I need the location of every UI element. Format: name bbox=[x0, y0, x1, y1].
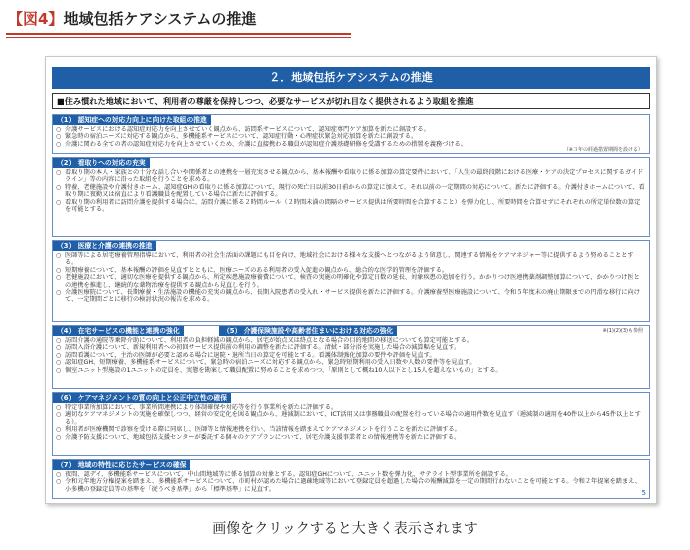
section-medical-care-collaboration bbox=[52, 240, 650, 322]
list-item: ○ 介護予防支援について、地域包括支援センターが委託する個々のケアプランについて、居宅介護支援事業者との情報連携等を新たに評価する。 bbox=[53, 434, 649, 441]
list-item: ○ 令和元年地方分権提案を踏まえ、多機能系サービスについて、市町村が認めた場合に過疎地域等において登録定員を超過した場合の報酬減算を一定の期間行わないことを可能とする。令和２年提案を踏まえ、小多機の登録定員等の基準を「従うべき基準」から「標準基準」に見直す。 bbox=[53, 478, 649, 493]
section-regional-services bbox=[52, 459, 650, 499]
section-heading: （4） 在宅サービスの機能と連携の強化 bbox=[53, 326, 184, 336]
section-items bbox=[53, 404, 649, 441]
section-items bbox=[53, 471, 649, 493]
section-items bbox=[53, 126, 649, 148]
section-note: （※３年の経過措置期間を設ける） bbox=[563, 147, 643, 153]
section-items bbox=[53, 337, 649, 374]
section-heading: （6） ケアマネジメントの質の向上と公正中立性の確保 bbox=[53, 393, 231, 403]
list-item: ○ 個室ユニット型施設の1ユニットの定員を、実態を勘案して職員配置に努めることを求めつつ、「原則として概ね10人以下とし15人を超えないもの」とする。 bbox=[53, 367, 649, 374]
section-heading-secondary: （5） 介護保険施設や高齢者住まいにおける対応の強化 bbox=[219, 326, 397, 336]
list-item: ○ 認知症GH、短期療養、多機能系サービスについて、緊急時の宿泊ニーズに対応する観点から、緊急時短期利用の受入日数や人数の要件等を見直す。 bbox=[53, 359, 649, 366]
list-item: ○ 緊急時の宿泊ニーズに対応する観点から、多機能系サービスについて、認知症行動・心理症状緊急対応加算を新たに創設する。 bbox=[53, 133, 649, 140]
section-end-of-life bbox=[52, 157, 650, 237]
figure-title-text: 地域包括ケアシステムの推進 bbox=[63, 10, 257, 28]
section-dementia bbox=[52, 114, 650, 154]
list-item: ○ 介護サービスにおける認知症対応力を向上させていく観点から、訪問系サービスについて、認知症専門ケア加算を新たに創設する。 bbox=[53, 126, 649, 133]
list-item: ○ 特養、老健施設や介護付きホーム、認知症GHの看取りに係る加算について、現行の死亡日以前30日前からの算定に加えて、それ以前の一定期間の対応について、新たに評価する。介護付きホームについて、看取り期に夜勤又は宿直により看護職員を配置している場合に新たに評価する。 bbox=[53, 184, 649, 199]
list-item: ○ 訪問介護の通院等乗降介助について、利用者の負担軽減の観点から、居宅が始点又は終点となる場合の目的地間の移送についても算定可能とする。 bbox=[53, 337, 649, 344]
list-item: ○ 介護に関わる全ての者の認知症対応力を向上させていくため、介護に直接携わる職員が認知症介護基礎研修を受講するための措置を義務づける。 bbox=[53, 141, 649, 148]
section-heading: （7） 地域の特性に応じたサービスの確保 bbox=[53, 460, 190, 470]
list-item: ○ 老健施設において、適切な医療を提供する観点から、所定疾患施設療養費について、検査の実施の明確化や算定日数の延長、対象疾患の追加を行う。かかりつけ医連携薬剤調整加算について、かかりつけ医との連携を推進し、継続的な薬物治療を提供する観点から見直しを行う。 bbox=[53, 274, 649, 289]
section-note: ※(1)(2)(3)も参照 bbox=[602, 328, 643, 334]
list-item: ○ 適切なケアマネジメントの実施を確保しつつ、経営の安定化を図る観点から、逓減制において、ICT活用又は事務職員の配置を行っている場合の適用件数を見直す（逓減制の適用を40件以上から45件以上とする）。 bbox=[53, 411, 649, 426]
title-underline bbox=[6, 33, 351, 35]
section-items bbox=[53, 252, 649, 304]
section-heading: （3） 医療と介護の連携の推進 bbox=[53, 241, 156, 251]
figure-title bbox=[8, 8, 256, 29]
section-care-management bbox=[52, 392, 650, 456]
list-item: ○ 介護医療院について、長期療養・生活施設の機能の充実の観点から、長期入院患者の受入れ・サービス提供を新たに評価する。介護療養型医療施設について、令和５年度末の廃止期限までの円滑な移行に向けて、一定期間ごとに移行の検討状況の報告を求める。 bbox=[53, 289, 649, 304]
title-underline-thin bbox=[6, 37, 351, 38]
figure-title-number: 【図4】 bbox=[8, 10, 64, 28]
list-item: ○ 看取り期の本人・家族との十分な話し合いや関係者との連携を一層充実させる観点から、基本報酬や看取りに係る加算の算定要件において、「人生の最終段階における医療・ケアの決定プロセスに関するガイドライン」等の内容に沿った取組を行うことを求める。 bbox=[53, 169, 649, 184]
list-item: ○ 夜間、認デイ、多機能系サービスについて、中山間地域等に係る加算の対象とする。認知症GHについて、ユニット数を弾力化、サテライト型事業所を創設する。 bbox=[53, 471, 649, 478]
list-item: ○ 訪問入浴介護について、新規利用者への初回サービス提供前の利用の調整を新たに評価する。清拭・部分浴を実施した場合の減算幅を見直す。 bbox=[53, 344, 649, 351]
section-home-services bbox=[52, 325, 650, 389]
page-number: 5 bbox=[641, 489, 646, 497]
list-item: ○ 医師等による居宅療養管理指導において、利用者の社会生活面の課題にも目を向け、地域社会における様々な支援へとつながるよう留意し、関連する情報をケアマネジャー等に提供するよう努めることとする。 bbox=[53, 252, 649, 267]
principle-box: ■住み慣れた地域において、利用者の尊厳を保持しつつ、必要なサービスが切れ目なく提供されるよう取組を推進 bbox=[52, 93, 650, 109]
image-caption: 画像をクリックすると大きく表示されます bbox=[212, 521, 478, 537]
list-item: ○ 利用者が医療機関で診察を受ける際に同席し、医師等と情報連携を行い、当該情報を踏まえてケアマネジメントを行うことを新たに評価する。 bbox=[53, 426, 649, 433]
slide-header: ２．地域包括ケアシステムの推進 bbox=[52, 67, 650, 89]
list-item: ○ 短期療養について、基本報酬の評価を見直すとともに、医療ニーズのある利用者の受入促進の観点から、総合的な医学的管理を評価する。 bbox=[53, 267, 649, 274]
section-heading: （2） 看取りへの対応の充実 bbox=[53, 158, 150, 168]
slide-image[interactable] bbox=[45, 56, 657, 504]
list-item: ○ 訪問看護について、主治の医師が必要と認める場合に退院・退所当日の算定を可能とする。看護体制強化加算の要件や評価を見直す。 bbox=[53, 352, 649, 359]
list-item: ○ 特定事業所加算において、事業所間連携により体制確保や対応等を行う事業所を新たに評価する。 bbox=[53, 404, 649, 411]
list-item: ○ 看取り期の利用者に訪問介護を提供する場合に、訪問介護に係る２時間ルール（２時間未満の間隔のサービス提供は所要時間を合算すること）を弾力化し、所要時間を合算せずにそれぞれの所定単位数の算定を可能とする。 bbox=[53, 199, 649, 214]
section-items bbox=[53, 169, 649, 213]
section-heading: （1） 認知症への対応力向上に向けた取組の推進 bbox=[53, 115, 211, 125]
